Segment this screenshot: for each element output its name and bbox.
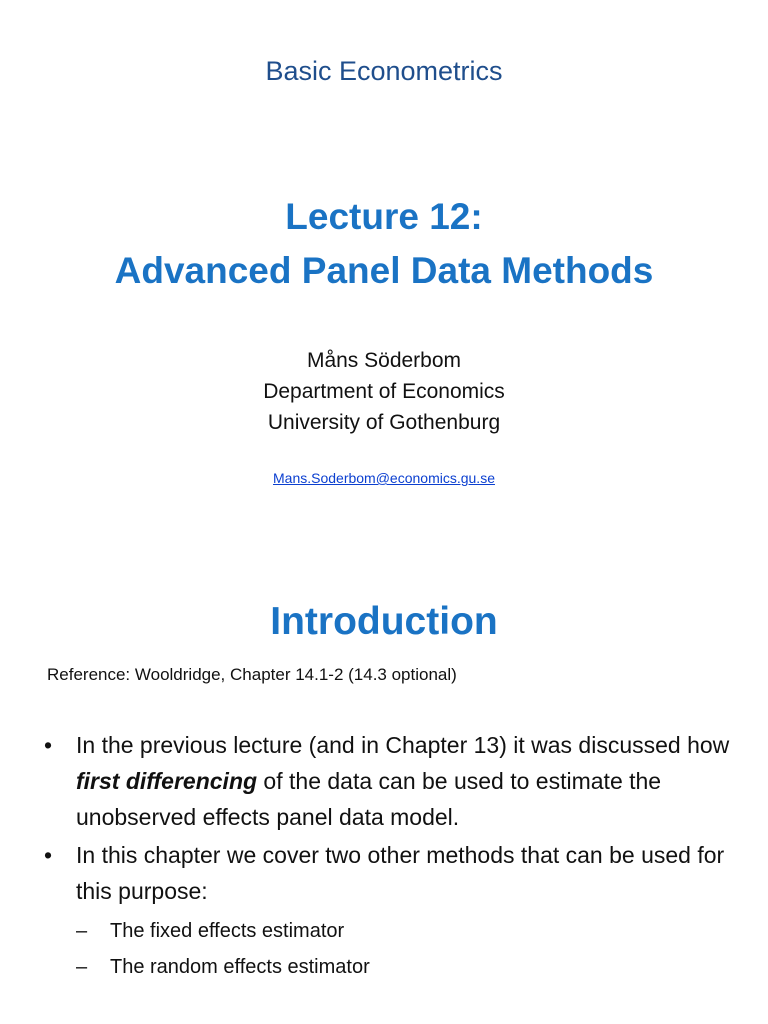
- lecture-topic: Advanced Panel Data Methods: [114, 250, 654, 291]
- sub-bullet-item: [76, 949, 734, 985]
- bullet-text-start: In the previous lecture (and in Chapter 13) it was discussed how: [76, 732, 730, 758]
- sub-bullet-item: [76, 913, 734, 949]
- author-block: [0, 345, 768, 438]
- sub-bullet-marker: –: [76, 956, 88, 978]
- bullet-emphasis: first differencing: [76, 768, 258, 794]
- bullet-marker: •: [44, 842, 53, 868]
- author-department: Department of Economics: [263, 380, 505, 403]
- reference-text: Reference: Wooldridge, Chapter 14.1-2 (14.3 optional): [47, 665, 457, 684]
- author-name: Måns Söderbom: [306, 349, 462, 372]
- bullet-list: [44, 727, 734, 987]
- course-title: Basic Econometrics: [265, 56, 503, 86]
- lecture-title: [0, 190, 768, 298]
- bullet-text: In this chapter we cover two other methods that can be used for this purpose:: [76, 842, 725, 904]
- bullet-text-end: of the data can be used to estimate the unobserved effects panel data model.: [76, 768, 662, 830]
- email-link[interactable]: Mans.Soderbom@economics.gu.se: [273, 470, 495, 486]
- section-title: Introduction: [270, 600, 498, 643]
- author-university: University of Gothenburg: [267, 411, 501, 434]
- bullet-marker: •: [44, 732, 53, 758]
- email-line: [0, 470, 768, 486]
- introduction-slide: [0, 576, 768, 1024]
- sub-bullet-list: [76, 913, 734, 985]
- bullet-item: [44, 837, 734, 985]
- bullet-item: [44, 727, 734, 835]
- sub-bullet-text: The random effects estimator: [110, 956, 370, 978]
- sub-bullet-marker: –: [76, 920, 88, 942]
- lecture-number: Lecture 12:: [285, 196, 483, 237]
- sub-bullet-text: The fixed effects estimator: [110, 920, 345, 942]
